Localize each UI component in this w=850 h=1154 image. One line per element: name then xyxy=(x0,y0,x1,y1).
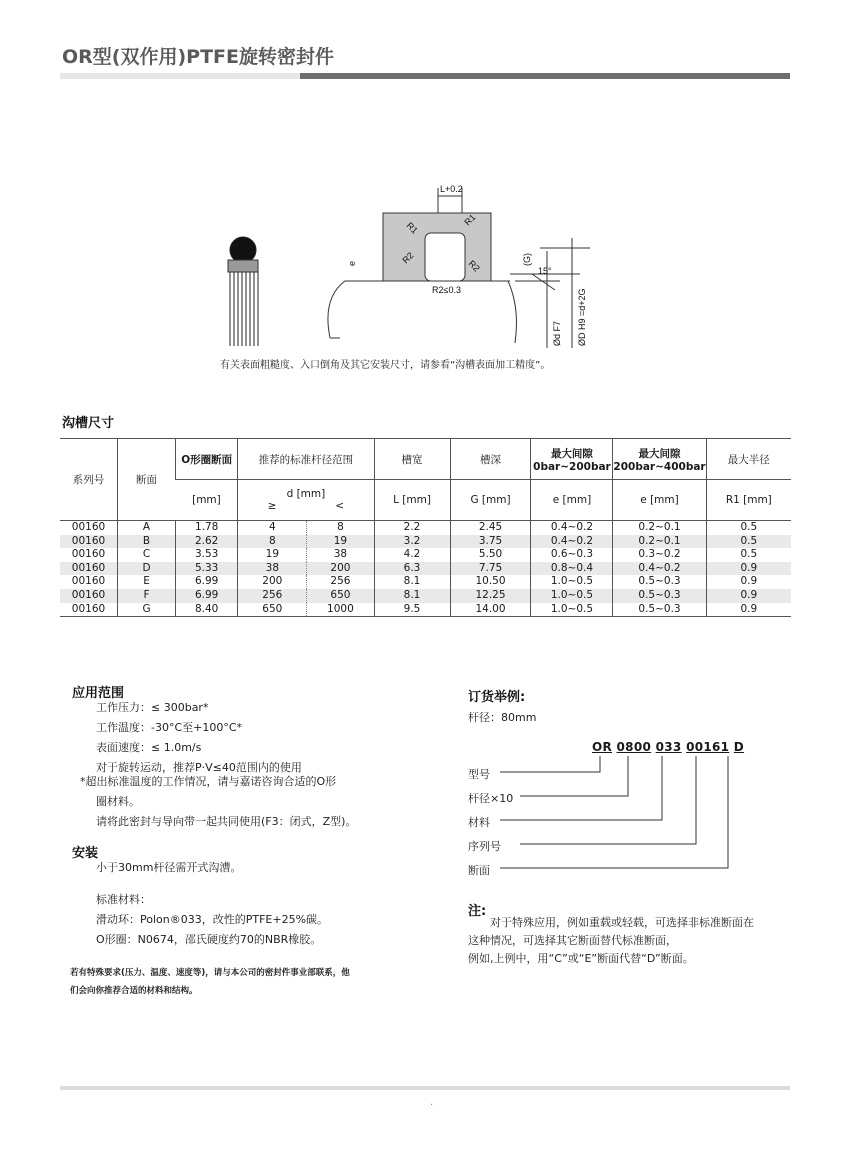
note-heading: 注: xyxy=(468,904,487,919)
table-cell: C xyxy=(118,548,176,562)
table-cell: 0.3~0.2 xyxy=(613,548,706,562)
materials xyxy=(96,890,328,950)
note-line: 这种情况，可选择其它断面替代标准断面， xyxy=(468,934,677,947)
table-cell: 00160 xyxy=(60,535,118,549)
diagram-caption: 有关表面粗糙度、入口倒角及其它安装尺寸，请参看“沟槽表面加工精度”。 xyxy=(220,360,551,371)
note-line: 对于特殊应用，例如重载或轻载，可选择非标准断面在 xyxy=(490,916,754,929)
order-code-leaders xyxy=(490,752,740,872)
table-cell: 00160 xyxy=(60,589,118,603)
table-cell: 0.4~0.2 xyxy=(613,562,706,576)
header-gap1: 最大间隙 0bar~200bar xyxy=(531,439,613,480)
table-cell: 0.2~0.1 xyxy=(613,521,706,535)
table-cell: 1.0~0.5 xyxy=(531,589,613,603)
material-line: O形圈：N0674，邵氏硬度约70的NBR橡胶。 xyxy=(96,933,322,946)
table-cell: 2.45 xyxy=(450,521,531,535)
table-cell: 0.5~0.3 xyxy=(613,575,706,589)
table-cell: 0.5 xyxy=(706,521,791,535)
table-cell: G xyxy=(118,603,176,617)
table-cell: B xyxy=(118,535,176,549)
table-cell: 38 xyxy=(307,548,374,562)
groove-diagram xyxy=(210,178,630,348)
table-cell: 10.50 xyxy=(450,575,531,589)
table-cell: 650 xyxy=(238,603,307,617)
table-row xyxy=(60,521,791,535)
table-cell: 200 xyxy=(238,575,307,589)
groove-table-body xyxy=(60,521,791,617)
label-dF: Ød F7 xyxy=(552,320,562,346)
table-row xyxy=(60,589,791,603)
table-cell: 0.5 xyxy=(706,535,791,549)
table-cell: 0.4~0.2 xyxy=(531,535,613,549)
table-cell: 0.5~0.3 xyxy=(613,603,706,617)
material-line: 滑动环：Polon®033，改性的PTFE+25%碳。 xyxy=(96,913,329,926)
label-DH: ØD H9 =d+2G xyxy=(577,288,587,346)
unit-depth: G [mm] xyxy=(450,480,531,521)
table-cell: 5.33 xyxy=(176,562,238,576)
title-bar xyxy=(60,73,790,79)
page-title: OR型(双作用)PTFE旋转密封件 xyxy=(62,46,334,68)
table-cell: 1.0~0.5 xyxy=(531,603,613,617)
table-cell: 200 xyxy=(307,562,374,576)
order-label-section: 断面 xyxy=(468,864,490,877)
label-L: L+0.2 xyxy=(440,184,463,194)
table-cell: 3.75 xyxy=(450,535,531,549)
header-depth: 槽深 xyxy=(450,439,531,480)
table-cell: 1.78 xyxy=(176,521,238,535)
table-cell: 8 xyxy=(307,521,374,535)
table-cell: E xyxy=(118,575,176,589)
table-cell: 19 xyxy=(307,535,374,549)
footer-bar xyxy=(60,1086,790,1090)
special-note-line: 若有特殊要求(压力、温度、速度等)，请与本公司的密封件事业部联系，他 xyxy=(70,968,350,978)
header-section: 断面 xyxy=(118,439,176,521)
table-cell: 256 xyxy=(307,575,374,589)
header-range: 推荐的标准杆径范围 xyxy=(238,439,374,480)
application-heading: 应用范围 xyxy=(72,686,125,701)
header-radius: 最大半径 xyxy=(706,439,791,480)
table-cell: 9.5 xyxy=(374,603,450,617)
order-code: OR 0800 033 00161 D xyxy=(592,740,745,754)
table-cell: 3.2 xyxy=(374,535,450,549)
table-cell: 0.6~0.3 xyxy=(531,548,613,562)
seal-profile xyxy=(228,237,258,346)
application-lines xyxy=(96,698,302,778)
table-cell: 38 xyxy=(238,562,307,576)
table-row xyxy=(60,603,791,617)
table-cell: 5.50 xyxy=(450,548,531,562)
table-cell: 00160 xyxy=(71,575,106,588)
unit-gap1: e [mm] xyxy=(531,480,613,521)
label-R1-right: R1 xyxy=(462,212,478,228)
table-cell: 0.4~0.2 xyxy=(531,521,613,535)
table-cell: 00160 xyxy=(71,521,106,533)
label-R1-left: R1 xyxy=(404,220,420,236)
table-row xyxy=(60,535,791,549)
table-cell: 2.2 xyxy=(374,521,450,535)
label-angle: 15° xyxy=(538,266,552,276)
table-cell: 0.2~0.1 xyxy=(613,535,706,549)
unit-d: d [mm] ≥ < xyxy=(238,480,374,521)
application-line: 工作压力：≤ 300bar* xyxy=(96,701,209,714)
label-G: (G) xyxy=(522,253,532,266)
table-cell: 8.40 xyxy=(176,603,238,617)
order-label-rod: 杆径×10 xyxy=(468,792,514,805)
table-cell: 8 xyxy=(238,535,307,549)
table-cell: 1.0~0.5 xyxy=(531,575,613,589)
table-cell: 1000 xyxy=(307,603,374,617)
footer-dot: · xyxy=(430,1100,434,1111)
order-label-type: 型号 xyxy=(468,768,490,781)
table-cell: 2.62 xyxy=(176,535,238,549)
table-cell: 6.3 xyxy=(374,562,450,576)
table-cell: 6.99 xyxy=(176,575,238,589)
order-label-serial: 序列号 xyxy=(468,840,501,853)
table-cell: D xyxy=(118,562,176,576)
unit-radius: R1 [mm] xyxy=(706,480,791,521)
table-cell: 8.1 xyxy=(374,575,450,589)
label-e: e xyxy=(347,260,357,266)
label-R2-left: R2 xyxy=(400,250,416,266)
unit-gap2: e [mm] xyxy=(613,480,706,521)
table-cell: 00160 xyxy=(60,562,118,576)
application-line: 工作温度：-30°C至+100°C* xyxy=(96,721,243,734)
groove-heading: 沟槽尺寸 xyxy=(62,416,115,431)
table-cell: 4 xyxy=(238,521,307,535)
table-cell: 0.8~0.4 xyxy=(531,562,613,576)
application-notes xyxy=(80,772,356,832)
table-cell: 0.9 xyxy=(706,589,791,603)
table-cell: 0.9 xyxy=(706,603,791,617)
install-line: 小于30mm杆径需开式沟漕。 xyxy=(96,861,242,874)
table-cell: F xyxy=(118,589,176,603)
table-cell: 19 xyxy=(238,548,307,562)
order-label-material: 材料 xyxy=(468,816,490,829)
table-cell: 650 xyxy=(307,589,374,603)
table-row xyxy=(60,548,791,562)
table-cell: 00160 xyxy=(71,548,106,561)
header-width: 槽宽 xyxy=(374,439,450,480)
table-cell: 0.9 xyxy=(706,562,791,576)
materials-heading: 标准材料： xyxy=(96,893,151,906)
header-series: 系列号 xyxy=(60,439,118,521)
table-row xyxy=(60,562,791,576)
table-cell: 00160 xyxy=(71,602,106,615)
application-note: *超出标准温度的工作情况，请与嘉诺咨询合适的O形 xyxy=(80,775,337,788)
order-heading: 订货举例: xyxy=(468,690,526,705)
unit-width: L [mm] xyxy=(374,480,450,521)
special-note-line: 们会向你推荐合适的材料和结构。 xyxy=(70,986,198,996)
table-cell: 4.2 xyxy=(374,548,450,562)
note-body xyxy=(468,914,754,968)
header-oring: O形圈断面 xyxy=(176,439,238,480)
table-cell: 0.9 xyxy=(706,575,791,589)
note-line: 例如,上例中，用“C”或“E”断面代替“D”断面。 xyxy=(468,952,694,965)
header-gap2: 最大间隙 200bar~400bar xyxy=(613,439,706,480)
table-cell: 0.5~0.3 xyxy=(613,589,706,603)
table-cell: 8.1 xyxy=(374,589,450,603)
table-row xyxy=(60,575,791,589)
table-cell: 256 xyxy=(238,589,307,603)
table-cell: 12.25 xyxy=(450,589,531,603)
table-cell: 0.5 xyxy=(706,548,791,562)
label-r2: R2≤0.3 xyxy=(432,285,461,295)
application-note: 圈材料。 xyxy=(96,795,140,808)
table-cell: 3.53 xyxy=(176,548,238,562)
table-cell: 14.00 xyxy=(450,603,531,617)
table-cell: 7.75 xyxy=(450,562,531,576)
table-cell: A xyxy=(118,521,176,535)
order-rod: 杆径：80mm xyxy=(468,711,537,724)
application-line: 对于旋转运动，推荐P·V≤40范围内的使用 xyxy=(96,761,302,774)
install-heading: 安装 xyxy=(72,846,99,861)
groove-table xyxy=(60,438,791,617)
application-line: 表面速度：≤ 1.0m/s xyxy=(96,741,202,754)
table-cell: 6.99 xyxy=(176,589,238,603)
application-note: 请将此密封与导向带一起共同使用(F3：闭式，Z型)。 xyxy=(96,815,357,828)
label-R2-right: R2 xyxy=(466,258,482,274)
unit-oring: [mm] xyxy=(176,480,238,521)
